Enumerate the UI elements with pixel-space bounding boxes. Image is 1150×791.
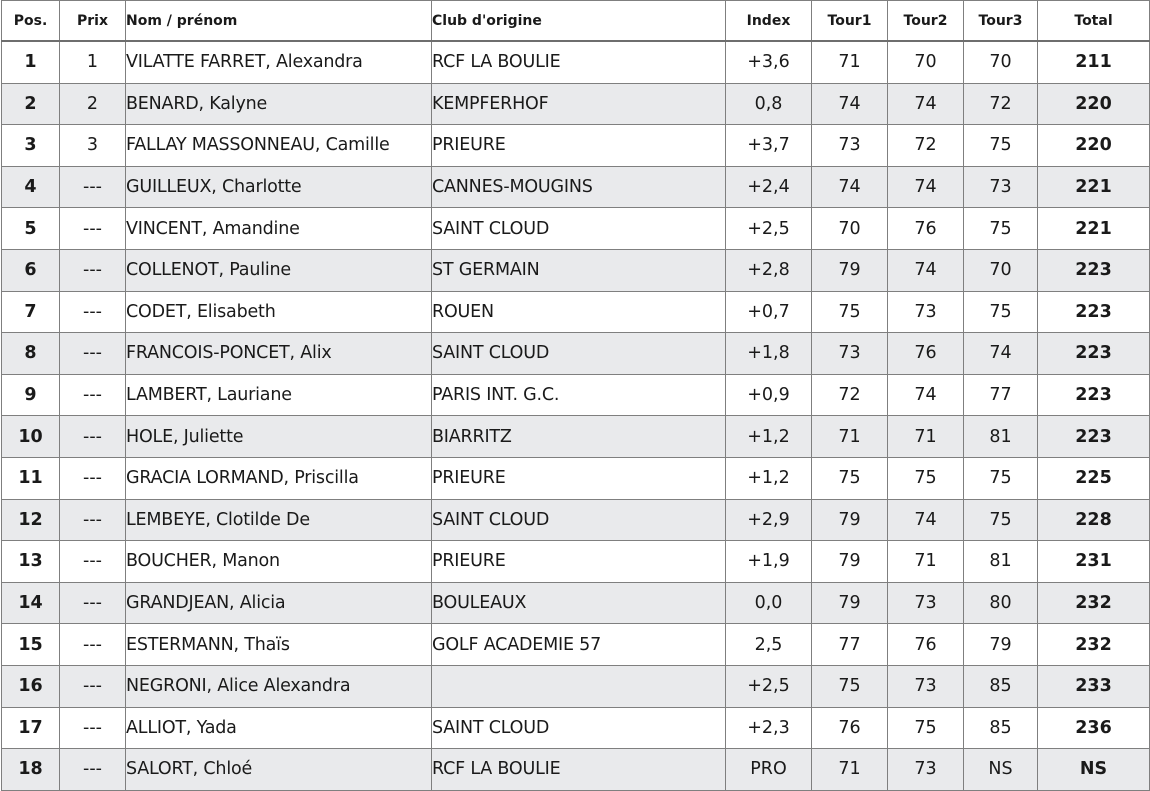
table-row (2, 416, 1150, 458)
cell-pos: 17 (2, 707, 60, 749)
table-row (2, 83, 1150, 125)
cell-club: PARIS INT. G.C. (432, 374, 726, 416)
cell-player-name: NEGRONI, Alice Alexandra (126, 665, 432, 707)
cell-club: SAINT CLOUD (432, 208, 726, 250)
cell-tour2: 74 (888, 249, 964, 291)
cell-index: +2,5 (726, 208, 812, 250)
cell-prix: --- (60, 749, 126, 791)
table-row (2, 41, 1150, 83)
cell-prix: --- (60, 374, 126, 416)
table-row (2, 208, 1150, 250)
cell-tour1: 71 (812, 749, 888, 791)
cell-tour1: 76 (812, 707, 888, 749)
cell-tour3: 70 (964, 41, 1038, 83)
cell-tour1: 72 (812, 374, 888, 416)
cell-club: BIARRITZ (432, 416, 726, 458)
table-row (2, 457, 1150, 499)
cell-tour2: 71 (888, 416, 964, 458)
cell-total: 232 (1038, 582, 1150, 624)
cell-pos: 1 (2, 41, 60, 83)
cell-prix: --- (60, 665, 126, 707)
cell-club: ROUEN (432, 291, 726, 333)
cell-player-name: COLLENOT, Pauline (126, 249, 432, 291)
cell-tour3: 85 (964, 665, 1038, 707)
cell-club: CANNES-MOUGINS (432, 166, 726, 208)
cell-tour2: 73 (888, 291, 964, 333)
column-header-name: Nom / prénom (126, 1, 432, 42)
cell-tour1: 73 (812, 333, 888, 375)
cell-tour3: 75 (964, 291, 1038, 333)
cell-club: PRIEURE (432, 125, 726, 167)
cell-pos: 7 (2, 291, 60, 333)
cell-player-name: FALLAY MASSONNEAU, Camille (126, 125, 432, 167)
cell-club: GOLF ACADEMIE 57 (432, 624, 726, 666)
cell-player-name: FRANCOIS-PONCET, Alix (126, 333, 432, 375)
table-header (2, 1, 1150, 42)
column-header-index: Index (726, 1, 812, 42)
cell-tour3: 81 (964, 416, 1038, 458)
cell-total: 231 (1038, 541, 1150, 583)
cell-player-name: HOLE, Juliette (126, 416, 432, 458)
cell-prix: --- (60, 166, 126, 208)
cell-pos: 3 (2, 125, 60, 167)
cell-tour2: 74 (888, 374, 964, 416)
cell-index: +2,5 (726, 665, 812, 707)
cell-pos: 15 (2, 624, 60, 666)
cell-tour1: 74 (812, 83, 888, 125)
cell-club (432, 665, 726, 707)
cell-total: 220 (1038, 125, 1150, 167)
cell-prix: 3 (60, 125, 126, 167)
cell-tour2: 76 (888, 624, 964, 666)
cell-index: +2,3 (726, 707, 812, 749)
cell-index: +2,8 (726, 249, 812, 291)
column-header-prix: Prix (60, 1, 126, 42)
cell-index: +1,2 (726, 457, 812, 499)
cell-club: KEMPFERHOF (432, 83, 726, 125)
cell-player-name: ALLIOT, Yada (126, 707, 432, 749)
cell-player-name: LAMBERT, Lauriane (126, 374, 432, 416)
cell-tour1: 79 (812, 249, 888, 291)
cell-player-name: VINCENT, Amandine (126, 208, 432, 250)
cell-pos: 10 (2, 416, 60, 458)
cell-tour1: 73 (812, 125, 888, 167)
cell-tour3: 81 (964, 541, 1038, 583)
cell-tour1: 75 (812, 457, 888, 499)
cell-index: 0,0 (726, 582, 812, 624)
table-row (2, 249, 1150, 291)
cell-pos: 11 (2, 457, 60, 499)
cell-tour1: 74 (812, 166, 888, 208)
cell-tour3: 70 (964, 249, 1038, 291)
cell-tour3: 77 (964, 374, 1038, 416)
cell-club: PRIEURE (432, 457, 726, 499)
cell-tour2: 74 (888, 83, 964, 125)
column-header-club: Club d'origine (432, 1, 726, 42)
cell-tour2: 71 (888, 541, 964, 583)
cell-club: SAINT CLOUD (432, 499, 726, 541)
cell-tour1: 75 (812, 291, 888, 333)
column-header-tour1: Tour1 (812, 1, 888, 42)
cell-tour1: 79 (812, 499, 888, 541)
cell-tour2: 75 (888, 707, 964, 749)
cell-index: +1,9 (726, 541, 812, 583)
cell-tour2: 72 (888, 125, 964, 167)
cell-index: 0,8 (726, 83, 812, 125)
cell-tour3: 73 (964, 166, 1038, 208)
cell-club: SAINT CLOUD (432, 707, 726, 749)
header-row (2, 1, 1150, 42)
cell-total: 225 (1038, 457, 1150, 499)
cell-player-name: CODET, Elisabeth (126, 291, 432, 333)
cell-index: +0,7 (726, 291, 812, 333)
cell-player-name: VILATTE FARRET, Alexandra (126, 41, 432, 83)
cell-total: 223 (1038, 291, 1150, 333)
cell-pos: 18 (2, 749, 60, 791)
cell-index: +3,7 (726, 125, 812, 167)
cell-prix: 1 (60, 41, 126, 83)
cell-prix: --- (60, 541, 126, 583)
cell-player-name: GRANDJEAN, Alicia (126, 582, 432, 624)
table-row (2, 624, 1150, 666)
table-row (2, 582, 1150, 624)
cell-tour1: 75 (812, 665, 888, 707)
cell-tour3: 75 (964, 499, 1038, 541)
cell-prix: --- (60, 208, 126, 250)
cell-pos: 9 (2, 374, 60, 416)
cell-total: 232 (1038, 624, 1150, 666)
cell-tour2: 76 (888, 208, 964, 250)
cell-pos: 16 (2, 665, 60, 707)
cell-player-name: SALORT, Chloé (126, 749, 432, 791)
cell-pos: 13 (2, 541, 60, 583)
cell-player-name: BENARD, Kalyne (126, 83, 432, 125)
cell-tour2: 73 (888, 582, 964, 624)
cell-prix: --- (60, 416, 126, 458)
cell-total: 223 (1038, 374, 1150, 416)
cell-index: +0,9 (726, 374, 812, 416)
cell-pos: 6 (2, 249, 60, 291)
cell-tour2: 75 (888, 457, 964, 499)
column-header-tour3: Tour3 (964, 1, 1038, 42)
cell-total: 220 (1038, 83, 1150, 125)
cell-player-name: ESTERMANN, Thaïs (126, 624, 432, 666)
cell-prix: 2 (60, 83, 126, 125)
cell-tour3: NS (964, 749, 1038, 791)
cell-tour3: 75 (964, 125, 1038, 167)
cell-tour3: 75 (964, 457, 1038, 499)
cell-total: 221 (1038, 208, 1150, 250)
cell-prix: --- (60, 582, 126, 624)
cell-total: NS (1038, 749, 1150, 791)
cell-pos: 2 (2, 83, 60, 125)
cell-tour3: 80 (964, 582, 1038, 624)
cell-club: PRIEURE (432, 541, 726, 583)
cell-prix: --- (60, 333, 126, 375)
cell-tour2: 70 (888, 41, 964, 83)
cell-total: 228 (1038, 499, 1150, 541)
cell-tour1: 79 (812, 582, 888, 624)
cell-prix: --- (60, 291, 126, 333)
cell-total: 211 (1038, 41, 1150, 83)
cell-pos: 4 (2, 166, 60, 208)
cell-index: PRO (726, 749, 812, 791)
cell-total: 236 (1038, 707, 1150, 749)
cell-total: 223 (1038, 416, 1150, 458)
table-row (2, 541, 1150, 583)
cell-index: +2,4 (726, 166, 812, 208)
cell-tour2: 76 (888, 333, 964, 375)
cell-tour1: 71 (812, 41, 888, 83)
table-body (2, 41, 1150, 790)
cell-prix: --- (60, 249, 126, 291)
cell-club: BOULEAUX (432, 582, 726, 624)
cell-pos: 12 (2, 499, 60, 541)
table-row (2, 374, 1150, 416)
table-row (2, 166, 1150, 208)
cell-index: +3,6 (726, 41, 812, 83)
cell-tour3: 72 (964, 83, 1038, 125)
cell-tour3: 79 (964, 624, 1038, 666)
table-row (2, 749, 1150, 791)
cell-tour1: 71 (812, 416, 888, 458)
cell-tour3: 75 (964, 208, 1038, 250)
cell-prix: --- (60, 457, 126, 499)
cell-club: SAINT CLOUD (432, 333, 726, 375)
cell-pos: 5 (2, 208, 60, 250)
results-table (1, 0, 1150, 791)
cell-tour2: 74 (888, 166, 964, 208)
cell-tour1: 77 (812, 624, 888, 666)
cell-pos: 8 (2, 333, 60, 375)
cell-prix: --- (60, 624, 126, 666)
cell-tour1: 70 (812, 208, 888, 250)
cell-total: 233 (1038, 665, 1150, 707)
cell-club: RCF LA BOULIE (432, 41, 726, 83)
table-row (2, 333, 1150, 375)
table-row (2, 499, 1150, 541)
table-row (2, 291, 1150, 333)
table-row (2, 125, 1150, 167)
cell-club: ST GERMAIN (432, 249, 726, 291)
cell-pos: 14 (2, 582, 60, 624)
cell-tour3: 85 (964, 707, 1038, 749)
column-header-tour2: Tour2 (888, 1, 964, 42)
cell-total: 221 (1038, 166, 1150, 208)
cell-index: +1,2 (726, 416, 812, 458)
cell-index: +1,8 (726, 333, 812, 375)
cell-tour3: 74 (964, 333, 1038, 375)
table-row (2, 665, 1150, 707)
table-row (2, 707, 1150, 749)
cell-total: 223 (1038, 249, 1150, 291)
cell-player-name: GUILLEUX, Charlotte (126, 166, 432, 208)
cell-club: RCF LA BOULIE (432, 749, 726, 791)
cell-player-name: GRACIA LORMAND, Priscilla (126, 457, 432, 499)
column-header-pos: Pos. (2, 1, 60, 42)
cell-player-name: BOUCHER, Manon (126, 541, 432, 583)
cell-prix: --- (60, 707, 126, 749)
cell-tour2: 73 (888, 665, 964, 707)
cell-prix: --- (60, 499, 126, 541)
cell-index: 2,5 (726, 624, 812, 666)
column-header-total: Total (1038, 1, 1150, 42)
cell-tour2: 74 (888, 499, 964, 541)
cell-tour1: 79 (812, 541, 888, 583)
cell-index: +2,9 (726, 499, 812, 541)
cell-total: 223 (1038, 333, 1150, 375)
cell-player-name: LEMBEYE, Clotilde De (126, 499, 432, 541)
cell-tour2: 73 (888, 749, 964, 791)
